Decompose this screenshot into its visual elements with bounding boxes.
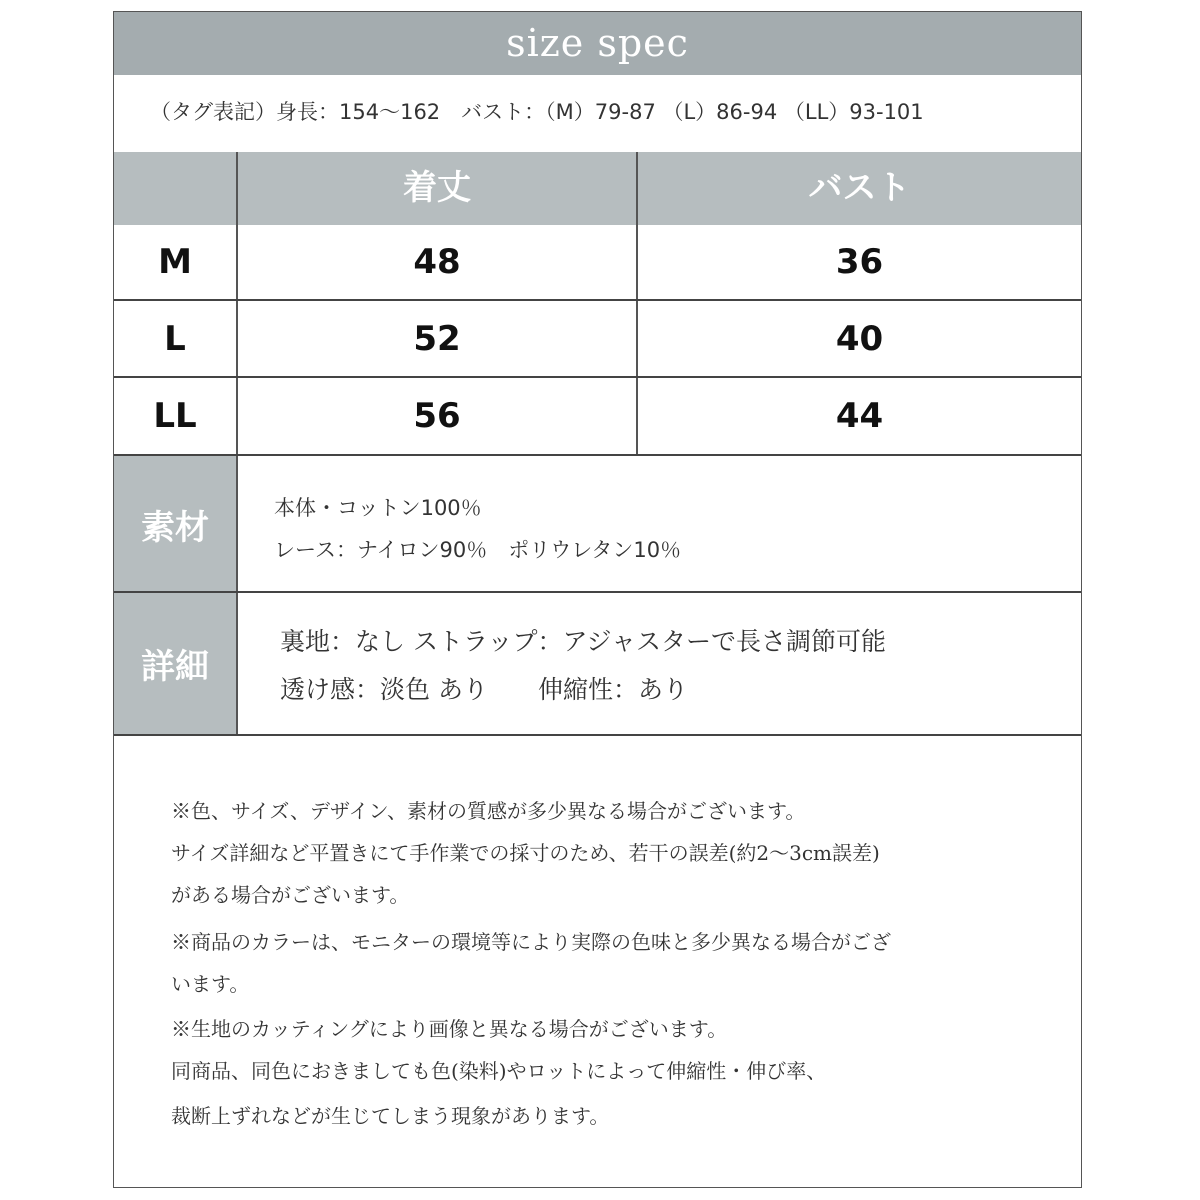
details-line: 透け感：淡色 あり 伸縮性：あり [280, 675, 688, 704]
table-row [114, 225, 1081, 301]
page-title: size spec [114, 12, 1081, 75]
column-header-length: 着丈 [238, 152, 638, 225]
details-line: 裏地：なし ストラップ：アジャスターで長さ調節可能 [280, 627, 886, 656]
note-line: ※生地のカッティングにより画像と異なる場合がございます。 [171, 1017, 728, 1041]
divider [114, 591, 1081, 593]
note-line: ※色、サイズ、デザイン、素材の質感が多少異なる場合がございます。 [171, 799, 806, 823]
divider [114, 734, 1081, 736]
note-line: 同商品、同色におきましても色(染料)やロットによって伸縮性・伸び率、 [171, 1059, 827, 1083]
table-header-blank [114, 152, 238, 225]
bust-value: 36 [835, 242, 884, 282]
size-label: LL [114, 378, 238, 454]
details-label: 詳細 [114, 593, 238, 734]
material-line: 本体・コットン100％ [274, 496, 482, 520]
column-header-bust: バスト [638, 152, 1081, 225]
note-line: サイズ詳細など平置きにて手作業での採寸のため、若干の誤差(約2～3cm誤差) [171, 841, 880, 865]
bust-value: 40 [835, 318, 884, 359]
bust-value: 44 [835, 396, 884, 436]
material-line: レース：ナイロン90％ ポリウレタン10％ [274, 538, 682, 562]
table-row [114, 378, 1081, 456]
tag-info: （タグ表記）身長：154～162 バスト：（M）79-87 （L）86-94 （LL）93-101 [150, 100, 924, 124]
length-value: 52 [238, 301, 638, 376]
length-value: 56 [238, 378, 638, 454]
material-label: 素材 [114, 456, 238, 593]
table-row [114, 301, 1081, 378]
length-value: 48 [238, 225, 638, 299]
note-line: がある場合がございます。 [171, 883, 410, 907]
size-label: L [114, 301, 238, 376]
note-line: ※商品のカラーは、モニターの環境等により実際の色味と多少異なる場合がござ [171, 930, 891, 954]
size-label: M [114, 225, 238, 299]
size-spec-panel [113, 11, 1082, 1188]
note-line: 裁断上ずれなどが生じてしまう現象があります。 [171, 1104, 610, 1128]
note-line: います。 [171, 972, 250, 996]
